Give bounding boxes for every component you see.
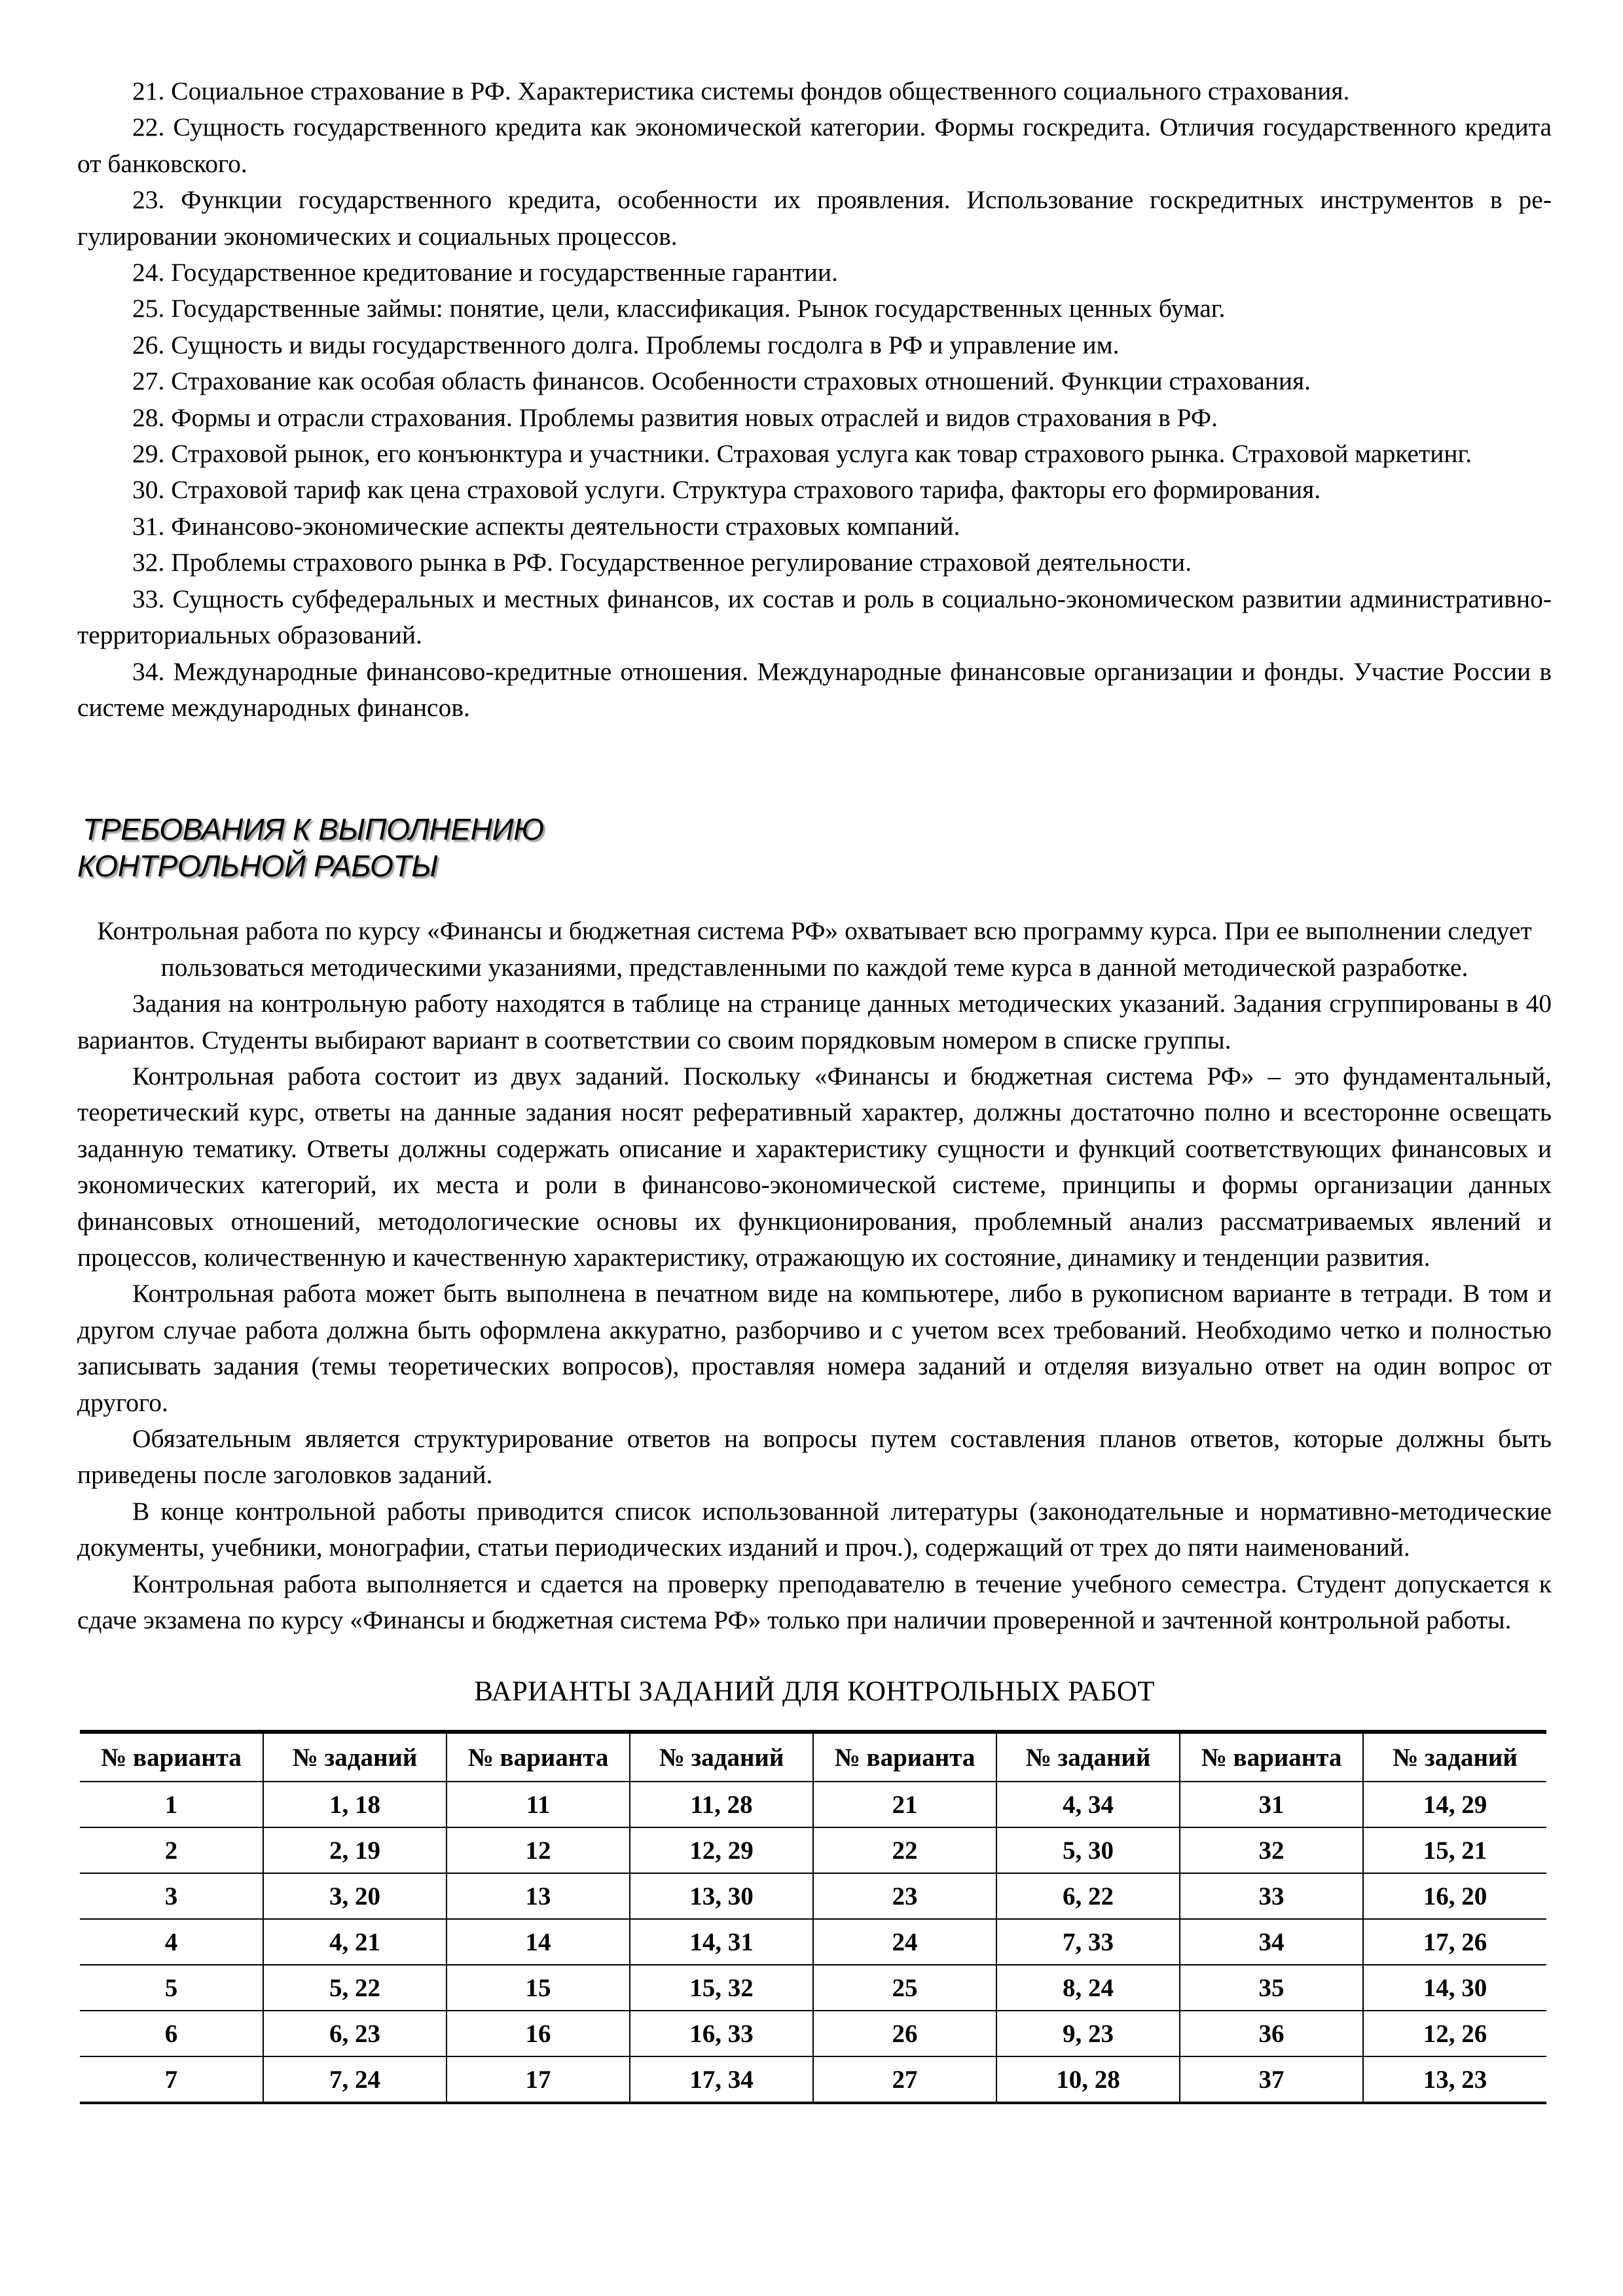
task-numbers-cell: 9, 23 [996, 2011, 1180, 2056]
task-numbers-cell: 12, 26 [1363, 2011, 1546, 2056]
section-heading-line-2: КОНТРОЛЬНОЙ РАБОТЫ [77, 849, 438, 884]
variant-number-cell: 31 [1180, 1782, 1363, 1827]
task-numbers-cell: 3, 20 [263, 1873, 447, 1919]
variant-number-cell: 11 [447, 1782, 630, 1827]
variant-number-cell: 34 [1180, 1919, 1363, 1965]
requirements-body [77, 913, 1552, 1638]
task-numbers-cell: 10, 28 [996, 2056, 1180, 2103]
topic-item-32: 32. Проблемы страхового рынка в РФ. Государственное регулирование страховой деятельности. [132, 548, 1192, 577]
task-numbers-cell: 1, 18 [263, 1782, 447, 1827]
table-header-cell: № заданий [630, 1732, 813, 1782]
task-numbers-cell: 6, 22 [996, 1873, 1180, 1919]
topic-item-28: 28. Формы и отрасли страхования. Проблемы развития новых отраслей и видов страхования в РФ. [132, 403, 1218, 432]
task-numbers-cell: 16, 33 [630, 2011, 813, 2056]
task-numbers-cell: 11, 28 [630, 1782, 813, 1827]
table-header-cell: № варианта [1180, 1732, 1363, 1782]
task-numbers-cell: 5, 22 [263, 1965, 447, 2011]
task-numbers-cell: 12, 29 [630, 1827, 813, 1873]
variants-table-title: ВАРИАНТЫ ЗАДАНИЙ ДЛЯ КОНТРОЛЬНЫХ РАБОТ [474, 1676, 1155, 1708]
task-numbers-cell: 13, 30 [630, 1873, 813, 1919]
topic-item-29: 29. Страховой рынок, его конъюнктура и участники. Страховая услуга как товар страхового рынка. Страховой маркетинг. [132, 439, 1472, 469]
variants-table [80, 1730, 1546, 2104]
requirements-intro: Контрольная работа по курсу «Финансы и бюджетная система РФ» охватывает всю программу курса. При ее выполнении следует пользоваться методическими указаниями, представленными по каждой теме курса в данной методической разработке. [97, 916, 1532, 982]
variant-number-cell: 32 [1180, 1827, 1363, 1873]
table-row [80, 2056, 1546, 2103]
variant-number-cell: 36 [1180, 2011, 1363, 2056]
task-numbers-cell: 13, 23 [1363, 2056, 1546, 2103]
variant-number-cell: 3 [80, 1873, 263, 1919]
variant-number-cell: 27 [813, 2056, 996, 2103]
table-row [80, 1965, 1546, 2011]
variant-number-cell: 37 [1180, 2056, 1363, 2103]
variant-number-cell: 4 [80, 1919, 263, 1965]
requirements-paragraph: Контрольная работа состоит из двух заданий. Поскольку «Финансы и бюджетная система РФ» – это фундаментальный, теоретический курс, ответы на данные задания носят реферативный характер, должны достаточно полно и всесторонне освещать заданную тематику. Ответы должны содержать описание и характеристику сущности и функций соответствующих финансовых и экономических категорий, их места и роли в финансово-экономической системе, принципы и формы организации данных финансовых отношений, методологические основы их функционирования, проблемный анализ рассматриваемых явлений и процессов, количественную и качественную характеристику, отражающую их состояние, динамику и тенденции развития. [77, 1061, 1552, 1272]
topic-item-22: 22. Сущность государственного кредита как экономической категории. Формы госкредита. Отличия государственного кредита от банковского. [77, 113, 1552, 178]
variant-number-cell: 13 [447, 1873, 630, 1919]
task-numbers-cell: 8, 24 [996, 1965, 1180, 2011]
variant-number-cell: 23 [813, 1873, 996, 1919]
variant-number-cell: 22 [813, 1827, 996, 1873]
topic-list [77, 73, 1552, 726]
table-row [80, 1873, 1546, 1919]
topic-item-27: 27. Страхование как особая область финансов. Особенности страховых отношений. Функции страхования. [132, 367, 1311, 396]
task-numbers-cell: 7, 24 [263, 2056, 447, 2103]
topic-item-25: 25. Государственные займы: понятие, цели, классификация. Рынок государственных ценных бумаг. [132, 294, 1226, 323]
document-page [77, 73, 1552, 2104]
task-numbers-cell: 15, 32 [630, 1965, 813, 2011]
variant-number-cell: 6 [80, 2011, 263, 2056]
topic-item-33: 33. Сущность субфедеральных и местных финансов, их состав и роль в социально-экономическом развитии административно-территориальных образований. [77, 584, 1552, 650]
task-numbers-cell: 4, 34 [996, 1782, 1180, 1827]
variant-number-cell: 2 [80, 1827, 263, 1873]
task-numbers-cell: 15, 21 [1363, 1827, 1546, 1873]
variant-number-cell: 7 [80, 2056, 263, 2103]
topic-item-26: 26. Сущность и виды государственного долга. Проблемы госдолга в РФ и управление им. [132, 330, 1120, 359]
task-numbers-cell: 14, 30 [1363, 1965, 1546, 2011]
requirements-paragraph: Контрольная работа может быть выполнена в печатном виде на компьютере, либо в рукописном варианте в тетради. В том и другом случае работа должна быть оформлена аккуратно, разборчиво и с учетом всех требований. Необходимо четко и полностью записывать задания (темы теоретических вопросов), проставляя номера заданий и отделяя визуально ответ на один вопрос от другого. [77, 1279, 1552, 1417]
table-body [80, 1782, 1546, 2103]
task-numbers-cell: 17, 26 [1363, 1919, 1546, 1965]
variant-number-cell: 35 [1180, 1965, 1363, 2011]
table-header-row [80, 1732, 1546, 1782]
table-row [80, 1782, 1546, 1827]
topic-item-30: 30. Страховой тариф как цена страховой услуги. Структура страхового тарифа, факторы его формирования. [132, 475, 1321, 505]
variant-number-cell: 21 [813, 1782, 996, 1827]
table-header-cell: № варианта [80, 1732, 263, 1782]
task-numbers-cell: 14, 29 [1363, 1782, 1546, 1827]
topic-item-24: 24. Государственное кредитование и государственные гарантии. [132, 258, 838, 287]
table-header-cell: № заданий [263, 1732, 447, 1782]
variant-number-cell: 33 [1180, 1873, 1363, 1919]
section-heading [77, 811, 1552, 884]
task-numbers-cell: 5, 30 [996, 1827, 1180, 1873]
variant-number-cell: 15 [447, 1965, 630, 2011]
table-header-cell: № заданий [996, 1732, 1180, 1782]
section-heading-line-1: ТРЕБОВАНИЯ К ВЫПОЛНЕНИЮ [82, 812, 544, 847]
table-row [80, 2011, 1546, 2056]
task-numbers-cell: 14, 31 [630, 1919, 813, 1965]
topic-item-23: 23. Функции государственного кредита, особенности их проявления. Использование госкредитных инструментов в регулировании экономических и социальных процессов. [77, 185, 1552, 251]
variant-number-cell: 1 [80, 1782, 263, 1827]
variant-number-cell: 5 [80, 1965, 263, 2011]
variant-number-cell: 24 [813, 1919, 996, 1965]
variant-number-cell: 12 [447, 1827, 630, 1873]
table-header-cell: № варианта [447, 1732, 630, 1782]
requirements-paragraph: Обязательным является структурирование ответов на вопросы путем составления планов ответов, которые должны быть приведены после заголовков заданий. [77, 1424, 1552, 1490]
variant-number-cell: 14 [447, 1919, 630, 1965]
requirements-paragraph: Задания на контрольную работу находятся в таблице на странице данных методических указаний. Задания сгруппированы в 40 вариантов. Студенты выбирают вариант в соответствии со своим порядковым номером в списке группы. [77, 989, 1552, 1054]
topic-item-31: 31. Финансово-экономические аспекты деятельности страховых компаний. [132, 511, 960, 541]
table-header-cell: № варианта [813, 1732, 996, 1782]
topic-item-34: 34. Международные финансово-кредитные отношения. Международные финансовые организации и фонды. Участие России в системе международных финансов. [77, 656, 1552, 722]
variant-number-cell: 16 [447, 2011, 630, 2056]
task-numbers-cell: 17, 34 [630, 2056, 813, 2103]
table-header-cell: № заданий [1363, 1732, 1546, 1782]
task-numbers-cell: 16, 20 [1363, 1873, 1546, 1919]
topic-item-21: 21. Социальное страхование в РФ. Характеристика системы фондов общественного социального страхования. [132, 77, 1350, 105]
task-numbers-cell: 4, 21 [263, 1919, 447, 1965]
task-numbers-cell: 2, 19 [263, 1827, 447, 1873]
variant-number-cell: 26 [813, 2011, 996, 2056]
requirements-paragraph: Контрольная работа выполняется и сдается на проверку преподавателю в течение учебного семестра. Студент допускается к сдаче экзамена по курсу «Финансы и бюджетная система РФ» только при наличии проверенной и зачтенной контрольной работы. [77, 1569, 1552, 1635]
task-numbers-cell: 7, 33 [996, 1919, 1180, 1965]
variant-number-cell: 25 [813, 1965, 996, 2011]
task-numbers-cell: 6, 23 [263, 2011, 447, 2056]
table-row [80, 1919, 1546, 1965]
table-row [80, 1827, 1546, 1873]
requirements-paragraph: В конце контрольной работы приводится список использованной литературы (законодательные и нормативно-методические документы, учебники, монографии, статьи периодических изданий и проч.), содержащий от трех до пяти наименований. [77, 1496, 1552, 1562]
variant-number-cell: 17 [447, 2056, 630, 2103]
